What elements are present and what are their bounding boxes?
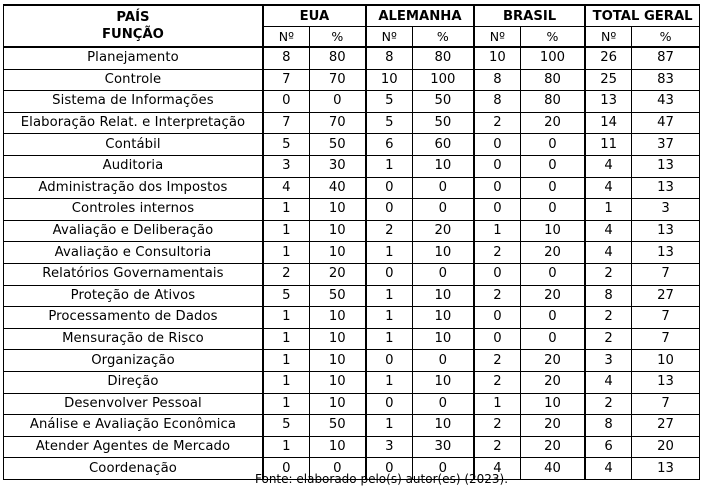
function-cell: Elaboração Relat. e Interpretação xyxy=(4,112,263,134)
function-cell: Relatórios Governamentais xyxy=(4,263,263,285)
brasil-count-cell: 0 xyxy=(474,199,520,221)
brasil-pct-cell: 0 xyxy=(520,328,585,350)
eua-count-cell: 1 xyxy=(263,371,309,393)
brasil-pct-cell: 0 xyxy=(520,307,585,329)
brasil-count-cell: 0 xyxy=(474,263,520,285)
total-pct-cell: 87 xyxy=(632,47,700,69)
brasil-count-cell: 2 xyxy=(474,112,520,134)
total-pct-cell: 43 xyxy=(632,91,700,113)
subheader-n: Nº xyxy=(474,27,520,48)
table-row xyxy=(4,328,700,350)
brasil-count-cell: 2 xyxy=(474,285,520,307)
total-pct-cell: 13 xyxy=(632,220,700,242)
subheader-pct: % xyxy=(412,27,474,48)
total-count-cell: 1 xyxy=(585,199,631,221)
alemanha-pct-cell: 100 xyxy=(412,69,474,91)
brasil-pct-cell: 20 xyxy=(520,436,585,458)
total-count-cell: 25 xyxy=(585,69,631,91)
alemanha-pct-cell: 10 xyxy=(412,285,474,307)
alemanha-count-cell: 1 xyxy=(366,307,412,329)
brasil-count-cell: 2 xyxy=(474,371,520,393)
alemanha-count-cell: 0 xyxy=(366,177,412,199)
corner-header xyxy=(4,5,263,47)
brasil-count-cell: 1 xyxy=(474,393,520,415)
eua-pct-cell: 10 xyxy=(309,350,366,372)
total-pct-cell: 13 xyxy=(632,242,700,264)
total-pct-cell: 13 xyxy=(632,371,700,393)
eua-pct-cell: 10 xyxy=(309,371,366,393)
table-row xyxy=(4,199,700,221)
alemanha-pct-cell: 0 xyxy=(412,199,474,221)
eua-count-cell: 2 xyxy=(263,263,309,285)
alemanha-pct-cell: 0 xyxy=(412,350,474,372)
eua-pct-cell: 10 xyxy=(309,328,366,350)
brasil-pct-cell: 0 xyxy=(520,177,585,199)
eua-count-cell: 1 xyxy=(263,393,309,415)
brasil-pct-cell: 0 xyxy=(520,263,585,285)
total-count-cell: 8 xyxy=(585,415,631,437)
alemanha-pct-cell: 10 xyxy=(412,155,474,177)
eua-pct-cell: 10 xyxy=(309,199,366,221)
function-cell: Sistema de Informações xyxy=(4,91,263,113)
total-count-cell: 14 xyxy=(585,112,631,134)
alemanha-pct-cell: 10 xyxy=(412,415,474,437)
eua-pct-cell: 50 xyxy=(309,415,366,437)
table-row xyxy=(4,415,700,437)
total-pct-cell: 13 xyxy=(632,458,700,480)
brasil-count-cell: 0 xyxy=(474,307,520,329)
alemanha-count-cell: 1 xyxy=(366,415,412,437)
total-count-cell: 2 xyxy=(585,307,631,329)
table-row xyxy=(4,263,700,285)
function-cell: Organização xyxy=(4,350,263,372)
brasil-pct-cell: 0 xyxy=(520,134,585,156)
subheader-n: Nº xyxy=(263,27,309,48)
eua-pct-cell: 20 xyxy=(309,263,366,285)
eua-count-cell: 4 xyxy=(263,177,309,199)
function-cell: Processamento de Dados xyxy=(4,307,263,329)
table-row xyxy=(4,220,700,242)
country-header-brasil: BRASIL xyxy=(474,5,585,27)
table-row xyxy=(4,393,700,415)
function-table-container xyxy=(3,4,700,480)
total-count-cell: 3 xyxy=(585,350,631,372)
total-count-cell: 4 xyxy=(585,177,631,199)
eua-count-cell: 1 xyxy=(263,242,309,264)
table-row xyxy=(4,112,700,134)
alemanha-pct-cell: 50 xyxy=(412,91,474,113)
total-count-cell: 4 xyxy=(585,220,631,242)
function-cell: Proteção de Ativos xyxy=(4,285,263,307)
brasil-pct-cell: 10 xyxy=(520,220,585,242)
brasil-pct-cell: 10 xyxy=(520,393,585,415)
corner-country-label: PAÍS xyxy=(116,10,150,25)
eua-pct-cell: 0 xyxy=(309,91,366,113)
total-pct-cell: 3 xyxy=(632,199,700,221)
function-cell: Desenvolver Pessoal xyxy=(4,393,263,415)
total-count-cell: 4 xyxy=(585,458,631,480)
eua-count-cell: 1 xyxy=(263,199,309,221)
table-row xyxy=(4,91,700,113)
table-row xyxy=(4,177,700,199)
brasil-pct-cell: 0 xyxy=(520,199,585,221)
alemanha-pct-cell: 0 xyxy=(412,393,474,415)
alemanha-pct-cell: 10 xyxy=(412,371,474,393)
eua-pct-cell: 70 xyxy=(309,112,366,134)
corner-function-label: FUNÇÃO xyxy=(102,27,164,42)
table-row xyxy=(4,436,700,458)
brasil-pct-cell: 80 xyxy=(520,91,585,113)
total-count-cell: 26 xyxy=(585,47,631,69)
brasil-count-cell: 1 xyxy=(474,220,520,242)
total-count-cell: 2 xyxy=(585,263,631,285)
eua-count-cell: 1 xyxy=(263,328,309,350)
brasil-count-cell: 4 xyxy=(474,458,520,480)
subheader-pct: % xyxy=(632,27,700,48)
table-row xyxy=(4,307,700,329)
function-cell: Avaliação e Consultoria xyxy=(4,242,263,264)
eua-count-cell: 0 xyxy=(263,91,309,113)
subheader-n: Nº xyxy=(366,27,412,48)
eua-pct-cell: 70 xyxy=(309,69,366,91)
alemanha-count-cell: 5 xyxy=(366,91,412,113)
table-row xyxy=(4,350,700,372)
table-row xyxy=(4,242,700,264)
brasil-count-cell: 10 xyxy=(474,47,520,69)
alemanha-pct-cell: 80 xyxy=(412,47,474,69)
function-cell: Direção xyxy=(4,371,263,393)
total-count-cell: 2 xyxy=(585,393,631,415)
brasil-pct-cell: 20 xyxy=(520,350,585,372)
eua-pct-cell: 40 xyxy=(309,177,366,199)
eua-count-cell: 7 xyxy=(263,69,309,91)
brasil-pct-cell: 20 xyxy=(520,112,585,134)
brasil-pct-cell: 20 xyxy=(520,285,585,307)
alemanha-count-cell: 0 xyxy=(366,350,412,372)
alemanha-count-cell: 1 xyxy=(366,155,412,177)
alemanha-count-cell: 10 xyxy=(366,69,412,91)
eua-pct-cell: 0 xyxy=(309,458,366,480)
total-pct-cell: 83 xyxy=(632,69,700,91)
total-pct-cell: 27 xyxy=(632,285,700,307)
total-pct-cell: 13 xyxy=(632,177,700,199)
brasil-count-cell: 2 xyxy=(474,415,520,437)
alemanha-pct-cell: 0 xyxy=(412,263,474,285)
eua-pct-cell: 10 xyxy=(309,393,366,415)
alemanha-pct-cell: 60 xyxy=(412,134,474,156)
brasil-count-cell: 0 xyxy=(474,328,520,350)
table-row xyxy=(4,285,700,307)
eua-count-cell: 5 xyxy=(263,285,309,307)
function-cell: Mensuração de Risco xyxy=(4,328,263,350)
eua-count-cell: 1 xyxy=(263,436,309,458)
country-header-total: TOTAL GERAL xyxy=(585,5,699,27)
eua-count-cell: 8 xyxy=(263,47,309,69)
brasil-pct-cell: 40 xyxy=(520,458,585,480)
total-count-cell: 13 xyxy=(585,91,631,113)
brasil-pct-cell: 20 xyxy=(520,415,585,437)
alemanha-count-cell: 0 xyxy=(366,458,412,480)
eua-pct-cell: 10 xyxy=(309,242,366,264)
alemanha-pct-cell: 0 xyxy=(412,458,474,480)
function-cell: Controles internos xyxy=(4,199,263,221)
eua-count-cell: 0 xyxy=(263,458,309,480)
eua-pct-cell: 10 xyxy=(309,436,366,458)
eua-count-cell: 5 xyxy=(263,134,309,156)
total-count-cell: 6 xyxy=(585,436,631,458)
total-pct-cell: 47 xyxy=(632,112,700,134)
alemanha-count-cell: 3 xyxy=(366,436,412,458)
total-pct-cell: 20 xyxy=(632,436,700,458)
total-count-cell: 4 xyxy=(585,155,631,177)
country-header-eua: EUA xyxy=(263,5,366,27)
alemanha-count-cell: 1 xyxy=(366,371,412,393)
subheader-pct: % xyxy=(309,27,366,48)
alemanha-pct-cell: 10 xyxy=(412,242,474,264)
function-table xyxy=(3,4,700,480)
brasil-count-cell: 2 xyxy=(474,350,520,372)
country-header-row xyxy=(4,5,700,27)
alemanha-count-cell: 0 xyxy=(366,199,412,221)
total-pct-cell: 7 xyxy=(632,393,700,415)
alemanha-count-cell: 8 xyxy=(366,47,412,69)
brasil-pct-cell: 0 xyxy=(520,155,585,177)
function-cell: Auditoria xyxy=(4,155,263,177)
table-row xyxy=(4,155,700,177)
eua-count-cell: 5 xyxy=(263,415,309,437)
total-count-cell: 4 xyxy=(585,371,631,393)
total-pct-cell: 7 xyxy=(632,263,700,285)
total-count-cell: 2 xyxy=(585,328,631,350)
alemanha-count-cell: 6 xyxy=(366,134,412,156)
alemanha-count-cell: 1 xyxy=(366,328,412,350)
alemanha-pct-cell: 10 xyxy=(412,328,474,350)
alemanha-count-cell: 0 xyxy=(366,263,412,285)
total-count-cell: 11 xyxy=(585,134,631,156)
eua-count-cell: 1 xyxy=(263,307,309,329)
subheader-pct: % xyxy=(520,27,585,48)
alemanha-pct-cell: 0 xyxy=(412,177,474,199)
table-body xyxy=(4,47,700,479)
eua-pct-cell: 10 xyxy=(309,307,366,329)
function-cell: Contábil xyxy=(4,134,263,156)
alemanha-count-cell: 0 xyxy=(366,393,412,415)
function-cell: Análise e Avaliação Econômica xyxy=(4,415,263,437)
brasil-pct-cell: 80 xyxy=(520,69,585,91)
alemanha-count-cell: 5 xyxy=(366,112,412,134)
alemanha-count-cell: 1 xyxy=(366,242,412,264)
eua-pct-cell: 30 xyxy=(309,155,366,177)
eua-pct-cell: 80 xyxy=(309,47,366,69)
brasil-count-cell: 2 xyxy=(474,436,520,458)
function-cell: Atender Agentes de Mercado xyxy=(4,436,263,458)
alemanha-pct-cell: 30 xyxy=(412,436,474,458)
table-row xyxy=(4,69,700,91)
eua-count-cell: 7 xyxy=(263,112,309,134)
function-cell: Administração dos Impostos xyxy=(4,177,263,199)
eua-count-cell: 1 xyxy=(263,220,309,242)
alemanha-pct-cell: 20 xyxy=(412,220,474,242)
function-cell: Controle xyxy=(4,69,263,91)
brasil-count-cell: 0 xyxy=(474,155,520,177)
brasil-pct-cell: 100 xyxy=(520,47,585,69)
eua-count-cell: 3 xyxy=(263,155,309,177)
total-pct-cell: 13 xyxy=(632,155,700,177)
table-row xyxy=(4,134,700,156)
total-pct-cell: 10 xyxy=(632,350,700,372)
country-header-alemanha: ALEMANHA xyxy=(366,5,474,27)
alemanha-pct-cell: 50 xyxy=(412,112,474,134)
total-count-cell: 8 xyxy=(585,285,631,307)
brasil-count-cell: 0 xyxy=(474,134,520,156)
brasil-pct-cell: 20 xyxy=(520,242,585,264)
total-pct-cell: 7 xyxy=(632,307,700,329)
table-row xyxy=(4,47,700,69)
brasil-pct-cell: 20 xyxy=(520,371,585,393)
eua-count-cell: 1 xyxy=(263,350,309,372)
function-cell: Avaliação e Deliberação xyxy=(4,220,263,242)
brasil-count-cell: 2 xyxy=(474,242,520,264)
eua-pct-cell: 50 xyxy=(309,285,366,307)
total-pct-cell: 7 xyxy=(632,328,700,350)
function-cell: Coordenação xyxy=(4,458,263,480)
function-cell: Planejamento xyxy=(4,47,263,69)
total-pct-cell: 27 xyxy=(632,415,700,437)
source-note: Fonte: elaborado pelo(s) autor(es) (2023). xyxy=(255,472,509,486)
brasil-count-cell: 8 xyxy=(474,69,520,91)
alemanha-count-cell: 1 xyxy=(366,285,412,307)
alemanha-pct-cell: 10 xyxy=(412,307,474,329)
total-count-cell: 4 xyxy=(585,242,631,264)
brasil-count-cell: 8 xyxy=(474,91,520,113)
alemanha-count-cell: 2 xyxy=(366,220,412,242)
table-row xyxy=(4,371,700,393)
total-pct-cell: 37 xyxy=(632,134,700,156)
eua-pct-cell: 10 xyxy=(309,220,366,242)
brasil-count-cell: 0 xyxy=(474,177,520,199)
eua-pct-cell: 50 xyxy=(309,134,366,156)
subheader-n: Nº xyxy=(585,27,631,48)
